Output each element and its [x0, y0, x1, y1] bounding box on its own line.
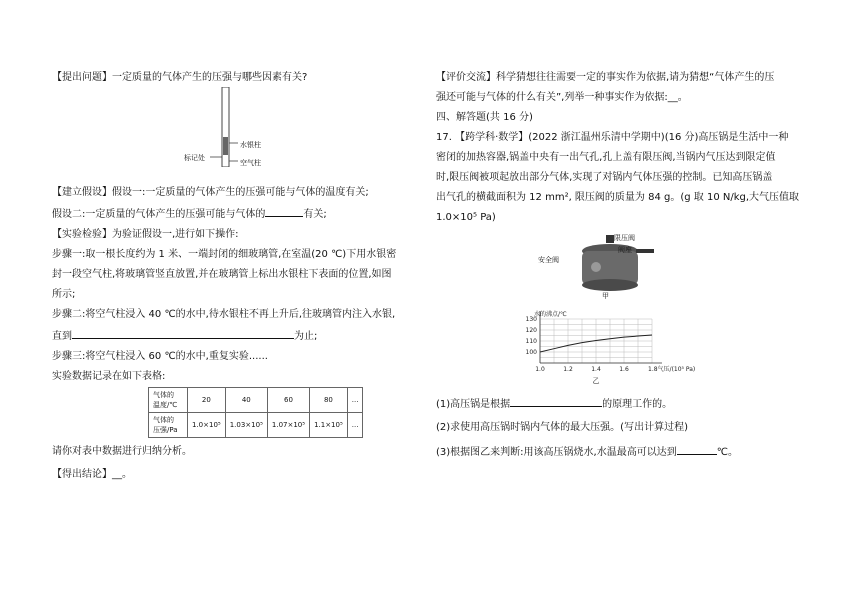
eval-label: 【评价交流】 [436, 72, 496, 83]
eval-line1 [436, 70, 796, 85]
conclusion-line [52, 467, 412, 482]
pressure-cooker-figure [436, 233, 796, 301]
y-tick-label: 110 [525, 338, 537, 345]
boiling-point-chart [436, 307, 796, 391]
air-column-label: 空气柱 [240, 159, 261, 167]
q17-text-1: (2022 浙江温州乐清中学期中)(16 分)高压锅是生活中一种 [528, 132, 789, 143]
step1-line2: 封一段空气柱,将玻璃管竖直放置,并在玻璃管上标出水银柱下表面的位置,如图 [52, 269, 392, 280]
section-title: 四、解答题(共 16 分) [436, 112, 533, 123]
question-text: 一定质量的气体产生的压强与哪些因素有关? [112, 72, 308, 83]
x-axis-label: 1.8气压/(10⁵ Pa) [648, 366, 696, 373]
experiment-label: 【实验检验】 [52, 229, 112, 240]
tube-figure [52, 87, 412, 167]
hypothesis-line-1 [52, 185, 412, 200]
x-tick-label: 1.4 [591, 366, 601, 373]
hypothesis-1: 假设一:一定质量的气体产生的压强可能与气体的温度有关; [112, 187, 369, 198]
table-cell: 1.1×10⁵ [310, 413, 348, 438]
eval-text-1: 科学猜想往往需要一定的事实作为依据,请为猜想“气体产生的压 [496, 72, 775, 83]
eval-line2: 强还可能与气体的什么有关”,列举一种事实作为依据:__。 [436, 92, 688, 103]
hypothesis-2a: 假设二:一定质量的气体产生的压强可能与气体的 [52, 209, 266, 220]
sub-question-3 [436, 443, 796, 460]
sub3-text-a: (3)根据图乙来判断:用该高压锅烧水,水温最高可以达到 [436, 447, 677, 458]
table-cell: ... [347, 413, 363, 438]
table-cell: 80 [310, 388, 348, 413]
table-cell: 20 [188, 388, 226, 413]
x-tick-label: 1.6 [619, 366, 629, 373]
table-header-cell: 气体的 压强/Pa [149, 413, 188, 438]
valve-label: 限压阀 [614, 234, 635, 242]
step2-2a: 直到 [52, 331, 72, 342]
vent-label: 阀座 [618, 246, 632, 254]
data-table [148, 387, 363, 438]
answer-blank[interactable] [677, 443, 717, 455]
q17-line1 [436, 130, 796, 145]
chart-svg [502, 307, 732, 391]
table-cell: 60 [267, 388, 309, 413]
x-tick-label: 1.0 [535, 366, 545, 373]
answer-blank[interactable] [265, 205, 303, 217]
step2-line2 [52, 327, 412, 344]
hypothesis-label: 【建立假设】 [52, 187, 112, 198]
q17-line5: 1.0×10⁵ Pa) [436, 212, 496, 223]
y-tick-label: 130 [525, 316, 537, 323]
table-cell: 1.03×10⁵ [225, 413, 267, 438]
hypothesis-2b: 有关; [303, 209, 327, 220]
table-cell: ... [347, 388, 363, 413]
y-tick-label: 100 [525, 349, 537, 356]
safety-valve-label: 安全阀 [538, 256, 559, 264]
table-cell: 1.07×10⁵ [267, 413, 309, 438]
q17-line3: 时,限压阀被项起放出部分气体,实现了对锅内气体压强的控制。已知高压锅盖 [436, 172, 773, 183]
table-header-cell: 气体的 温度/℃ [149, 388, 188, 413]
tube-diagram [182, 87, 382, 167]
x-tick-label: 1.2 [563, 366, 573, 373]
table-cell: 1.0×10⁵ [188, 413, 226, 438]
answer-blank[interactable] [72, 327, 294, 339]
q17-line2: 密闭的加热容器,锅盖中央有一出气孔,孔上盖有限压阀,当锅内气压达到限定值 [436, 152, 776, 163]
figure-caption-jia: 甲 [602, 292, 609, 300]
question-label: 【提出问题】 [52, 72, 112, 83]
step3-line: 步骤三:将空气柱浸入 60 ℃的水中,重复实验...... [52, 351, 268, 362]
experiment-intro: 为验证假设一,进行如下操作: [112, 229, 239, 240]
q17-number: 17. [436, 132, 452, 143]
step1-line3: 所示; [52, 289, 76, 300]
sub-question-1 [436, 395, 796, 412]
step2-line1: 步骤二:将空气柱浸入 40 ℃的水中,待水银柱不再上升后,往玻璃管内注入水银, [52, 309, 396, 320]
conclusion-label: 【得出结论】 [52, 469, 112, 480]
figure-caption-yi: 乙 [592, 377, 600, 385]
experiment-line [52, 227, 412, 242]
table-cell: 40 [225, 388, 267, 413]
left-column [52, 70, 412, 482]
y-tick-label: 120 [525, 327, 537, 334]
table-row [149, 388, 363, 413]
question-line [52, 70, 412, 85]
step2-2b: 为止; [294, 331, 318, 342]
sub1-text-a: (1)高压锅是根据 [436, 399, 511, 410]
sub1-text-b: 的原理工作的。 [602, 399, 673, 410]
sub3-text-b: ℃。 [716, 447, 738, 458]
pressure-cooker-icon [566, 233, 656, 295]
step1-line1: 步骤一:取一根长度约为 1 米、一端封闭的细玻璃管,在室温(20 ℃)下用水银密 [52, 249, 397, 260]
analyze-line: 请你对表中数据进行归纳分析。 [52, 446, 192, 457]
table-row [149, 413, 363, 438]
answer-blank[interactable] [510, 395, 602, 407]
q17-tag: 【跨学科·数学】 [455, 132, 529, 143]
right-column [436, 70, 800, 460]
y-axis-label: 水的沸点/℃ [534, 311, 567, 318]
conclusion-text: __。 [112, 469, 132, 480]
mark-label: 标记处 [184, 154, 205, 162]
q17-line4: 出气孔的横截面积为 12 mm², 限压阀的质量为 84 g。(g 取 10 N/kg,大气压值取 [436, 192, 800, 203]
mercury-label: 水银柱 [240, 141, 261, 149]
hypothesis-line-2 [52, 205, 412, 222]
table-intro: 实验数据记录在如下表格: [52, 371, 166, 382]
sub-question-2: (2)求使用高压锅时锅内气体的最大压强。(写出计算过程) [436, 422, 688, 433]
